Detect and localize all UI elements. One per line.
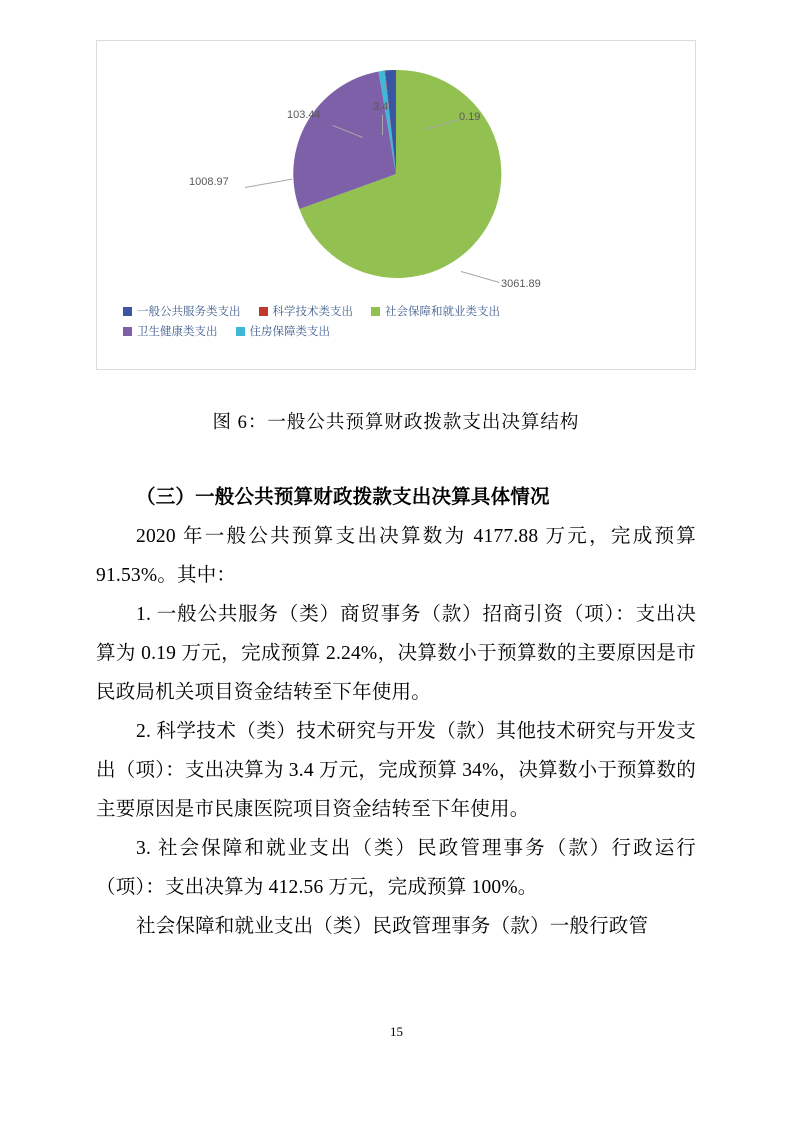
legend-label: 社会保障和就业类支出 — [385, 306, 500, 318]
chart-plot-area — [97, 41, 695, 299]
paragraph-5: 社会保障和就业支出（类）民政管理事务（款）一般行政管 — [136, 916, 649, 937]
legend-item-health[interactable] — [123, 323, 218, 339]
paragraph-3: 2. 科学技术（类）技术研究与开发（款）其他技术研究与开发支出（项）：支出决算为 3.4 万元，完成预算 34%，决算数小于预算数的主要原因是市民康医院项目资金结转至下年使用。 — [96, 721, 696, 820]
legend-row-2 — [123, 323, 669, 339]
legend-row-1 — [123, 303, 669, 319]
page-number: 15 — [390, 1024, 403, 1039]
paragraph-4: 3. 社会保障和就业支出（类）民政管理事务（款）行政运行（项）：支出决算为 412.56 万元，完成预算 100%。 — [96, 838, 696, 898]
paragraph-2: 1. 一般公共服务（类）商贸事务（款）招商引资（项）：支出决算为 0.19 万元，完成预算 2.24%，决算数小于预算数的主要原因是市民政局机关项目资金结转至下年使用。 — [96, 604, 696, 703]
pie-wrapper — [287, 65, 505, 283]
legend-swatch-icon — [123, 307, 132, 316]
legend-swatch-icon — [259, 307, 268, 316]
leader-line-science — [382, 115, 383, 135]
legend-swatch-icon — [236, 327, 245, 336]
pie-label-social-security: 3061.89 — [501, 278, 541, 290]
legend-swatch-icon — [123, 327, 132, 336]
legend-label: 科学技术类支出 — [272, 306, 353, 318]
page-content — [96, 40, 696, 946]
leader-line-health — [245, 179, 292, 188]
legend-label: 住房保障类支出 — [249, 326, 330, 338]
pie-label-health: 1008.97 — [189, 176, 229, 188]
pie-chart-svg — [287, 65, 505, 283]
pie-chart-figure — [96, 40, 696, 370]
legend-item-science[interactable] — [259, 303, 354, 319]
paragraph-1: 2020 年一般公共预算支出决算数为 4177.88 万元，完成预算 91.53%。其中： — [96, 526, 696, 586]
legend-label: 卫生健康类支出 — [137, 326, 218, 338]
chart-legend — [97, 299, 695, 343]
pie-label-science: 3.4 — [373, 101, 389, 113]
pie-label-housing: 103.44 — [287, 109, 321, 121]
pie-label-public-service: 0.19 — [459, 111, 481, 123]
legend-item-social-security[interactable] — [371, 303, 500, 319]
section-heading: （三）一般公共预算财政拨款支出决算具体情况 — [136, 487, 550, 508]
legend-label: 一般公共服务类支出 — [137, 306, 241, 318]
legend-item-housing[interactable] — [236, 323, 331, 339]
figure-caption: 图 6：一般公共预算财政拨款支出决算结构 — [212, 413, 580, 433]
spacer — [96, 434, 696, 478]
legend-item-public-service[interactable] — [123, 303, 241, 319]
legend-swatch-icon — [371, 307, 380, 316]
